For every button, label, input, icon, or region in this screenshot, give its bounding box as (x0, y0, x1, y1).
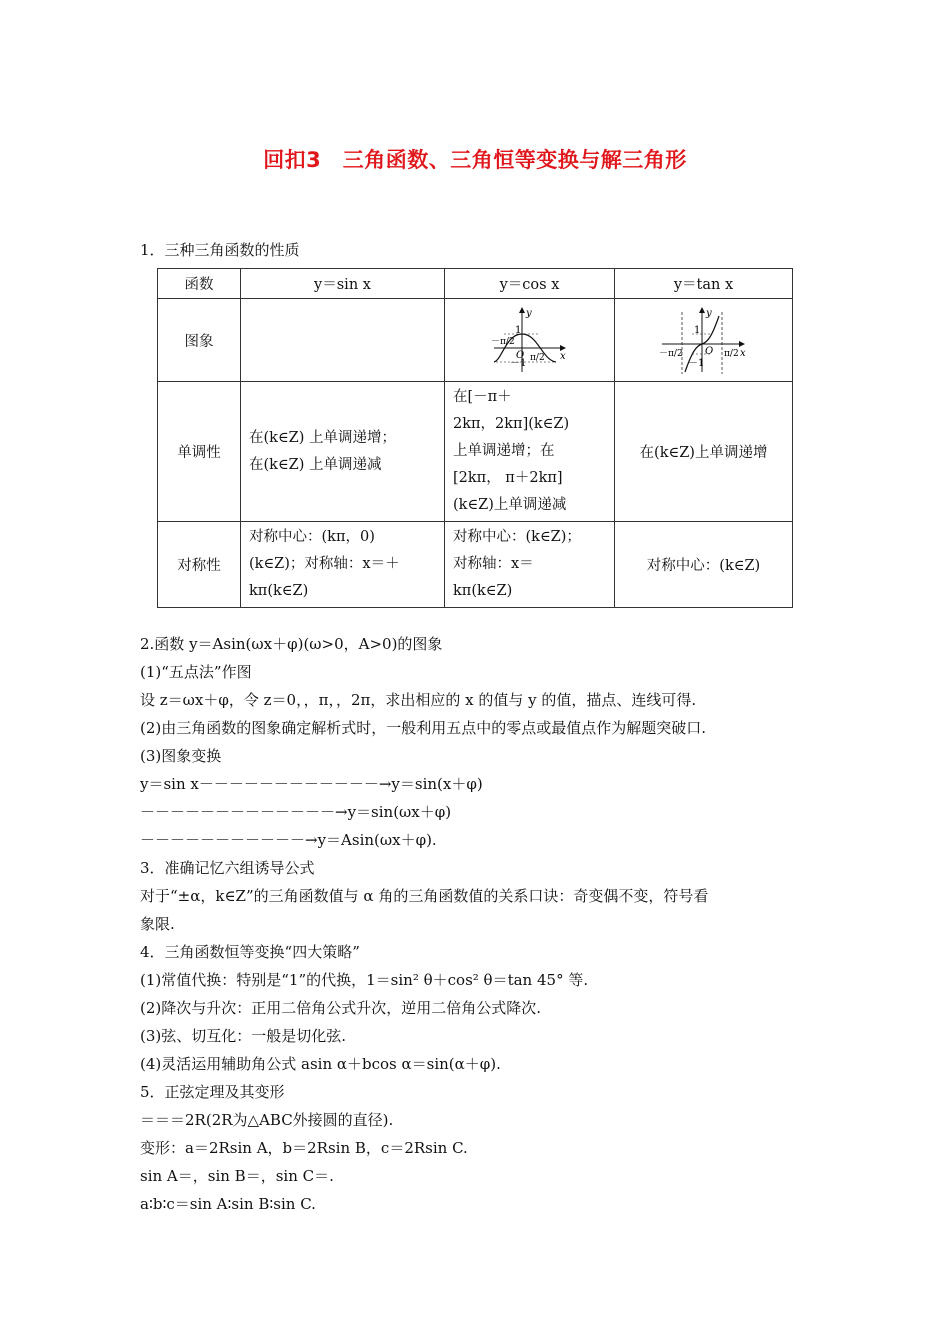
text-line: (1)“五点法”作图 (140, 663, 252, 681)
cos-graph-neg-pi-half-label: －π/2 (490, 337, 515, 347)
text-line: 设 z＝ωx＋φ，令 z＝0，，π，，2π，求出相应的 x 的值与 y 的值，描点、连线可得. (140, 691, 697, 709)
cos-symmetry-cell (445, 522, 615, 608)
row-label-graph: 图象 (158, 299, 241, 382)
cos-monotonic-line: 2kπ，2kπ](k∈Z) (453, 416, 570, 432)
sin-monotonic-cell (241, 382, 445, 522)
tan-graph-one-label: 1 (693, 325, 700, 336)
row-label-monotonic: 单调性 (158, 382, 241, 522)
tan-symmetry-line: 对称中心：(k∈Z) (646, 558, 761, 574)
section-heading-5: 5．正弦定理及其变形 (140, 1083, 285, 1101)
page-title: 回扣3 三角函数、三角恒等变换与解三角形 (263, 148, 687, 172)
tan-graph (658, 304, 750, 376)
text-line: 象限. (140, 915, 175, 933)
sin-symmetry-cell (241, 522, 445, 608)
tan-monotonic-cell (615, 382, 793, 522)
text-line: (3)弦、切互化：一般是切化弦. (140, 1027, 347, 1045)
section-heading-3: 3．准确记忆六组诱导公式 (140, 859, 315, 877)
cos-symmetry-line: 对称中心：(k∈Z)； (453, 529, 581, 545)
tan-graph-x-label: x (739, 348, 746, 359)
header-cos: y＝cos x (445, 269, 615, 299)
tan-graph-neg-pi-half-label: －π/2 (658, 349, 683, 359)
row-label-symmetry: 对称性 (158, 522, 241, 608)
trig-properties-table (157, 268, 793, 608)
cos-graph (490, 304, 570, 376)
sin-graph-cell (241, 299, 445, 382)
tan-graph-pi-half-label: π/2 (723, 349, 739, 359)
cos-graph-pi-half-label: π/2 (529, 353, 545, 363)
header-function: 函数 (158, 269, 241, 299)
sin-monotonic-line: 在(k∈Z) 上单调递增； (249, 429, 397, 446)
section-heading-4: 4．三角函数恒等变换“四大策略” (140, 943, 360, 961)
text-line: (2)由三角函数的图象确定解析式时，一般利用五点中的零点或最值点作为解题突破口. (140, 719, 707, 737)
tan-graph-y-label: y (705, 308, 712, 319)
cos-graph-origin-label: O (515, 350, 524, 361)
transform-line: y＝sin x－－－－－－－－－－－－→y＝sin(x＋φ) (140, 775, 483, 793)
text-line: sin A＝，sin B＝，sin C＝. (140, 1167, 334, 1185)
tan-monotonic-line: 在(k∈Z)上单调递增 (639, 445, 768, 461)
header-sin: y＝sin x (241, 269, 445, 299)
cos-monotonic-line: (k∈Z)上单调递减 (453, 497, 567, 513)
text-line: ＝＝＝2R(2R为△ABC外接圆的直径). (140, 1111, 394, 1129)
cos-monotonic-cell (445, 382, 615, 522)
text-line: (2)降次与升次：正用二倍角公式升次，逆用二倍角公式降次. (140, 999, 542, 1017)
text-line: 对于“±α，k∈Z”的三角函数值与 α 角的三角函数值的关系口诀：奇变偶不变，符号看 (140, 887, 709, 905)
text-line: a∶b∶c＝sin A∶sin B∶sin C. (140, 1195, 316, 1213)
sin-symmetry-line: (k∈Z)；对称轴：x＝＋ (249, 556, 400, 572)
cos-graph-one-label: 1 (514, 325, 521, 336)
sin-symmetry-line: kπ(k∈Z) (249, 583, 309, 599)
tan-symmetry-cell (615, 522, 793, 608)
cos-symmetry-line: 对称轴：x＝ (453, 556, 534, 572)
sin-monotonic-line: 在(k∈Z) 上单调递减 (249, 456, 382, 473)
text-line: (4)灵活运用辅助角公式 asin α＋bcos α＝sin(α＋φ). (140, 1055, 501, 1073)
tan-graph-neg-one-label: －1 (687, 358, 704, 369)
cos-graph-neg-one-label: －1 (509, 358, 526, 369)
text-line: (3)图象变换 (140, 747, 222, 765)
cos-monotonic-line: 上单调递增；在 (453, 443, 555, 459)
cos-graph-cell (445, 299, 615, 382)
text-line: (1)常值代换：特别是“1”的代换，1＝sin² θ＋cos² θ＝tan 45° 等. (140, 971, 589, 989)
text-line: 2.函数 y＝Asin(ωx＋φ)(ω>0，A>0)的图象 (140, 635, 443, 653)
transform-line: －－－－－－－－－－－→y＝Asin(ωx＋φ). (140, 831, 437, 849)
header-tan: y＝tan x (615, 269, 793, 299)
text-line: 变形：a＝2Rsin A，b＝2Rsin B，c＝2Rsin C. (140, 1139, 468, 1157)
cos-monotonic-line: [2kπ， π＋2kπ] (453, 470, 563, 486)
section-heading-1: 1．三种三角函数的性质 (140, 241, 300, 259)
transform-line: －－－－－－－－－－－－－→y＝sin(ωx＋φ) (140, 803, 452, 821)
cos-monotonic-line: 在[－π＋ (453, 389, 512, 405)
tan-graph-origin-label: O (704, 346, 713, 357)
cos-symmetry-line: kπ(k∈Z) (453, 583, 513, 599)
tan-graph-cell (615, 299, 793, 382)
cos-graph-x-label: x (559, 351, 566, 362)
sin-symmetry-line: 对称中心：(kπ，0) (249, 529, 375, 545)
cos-graph-y-label: y (525, 308, 532, 319)
